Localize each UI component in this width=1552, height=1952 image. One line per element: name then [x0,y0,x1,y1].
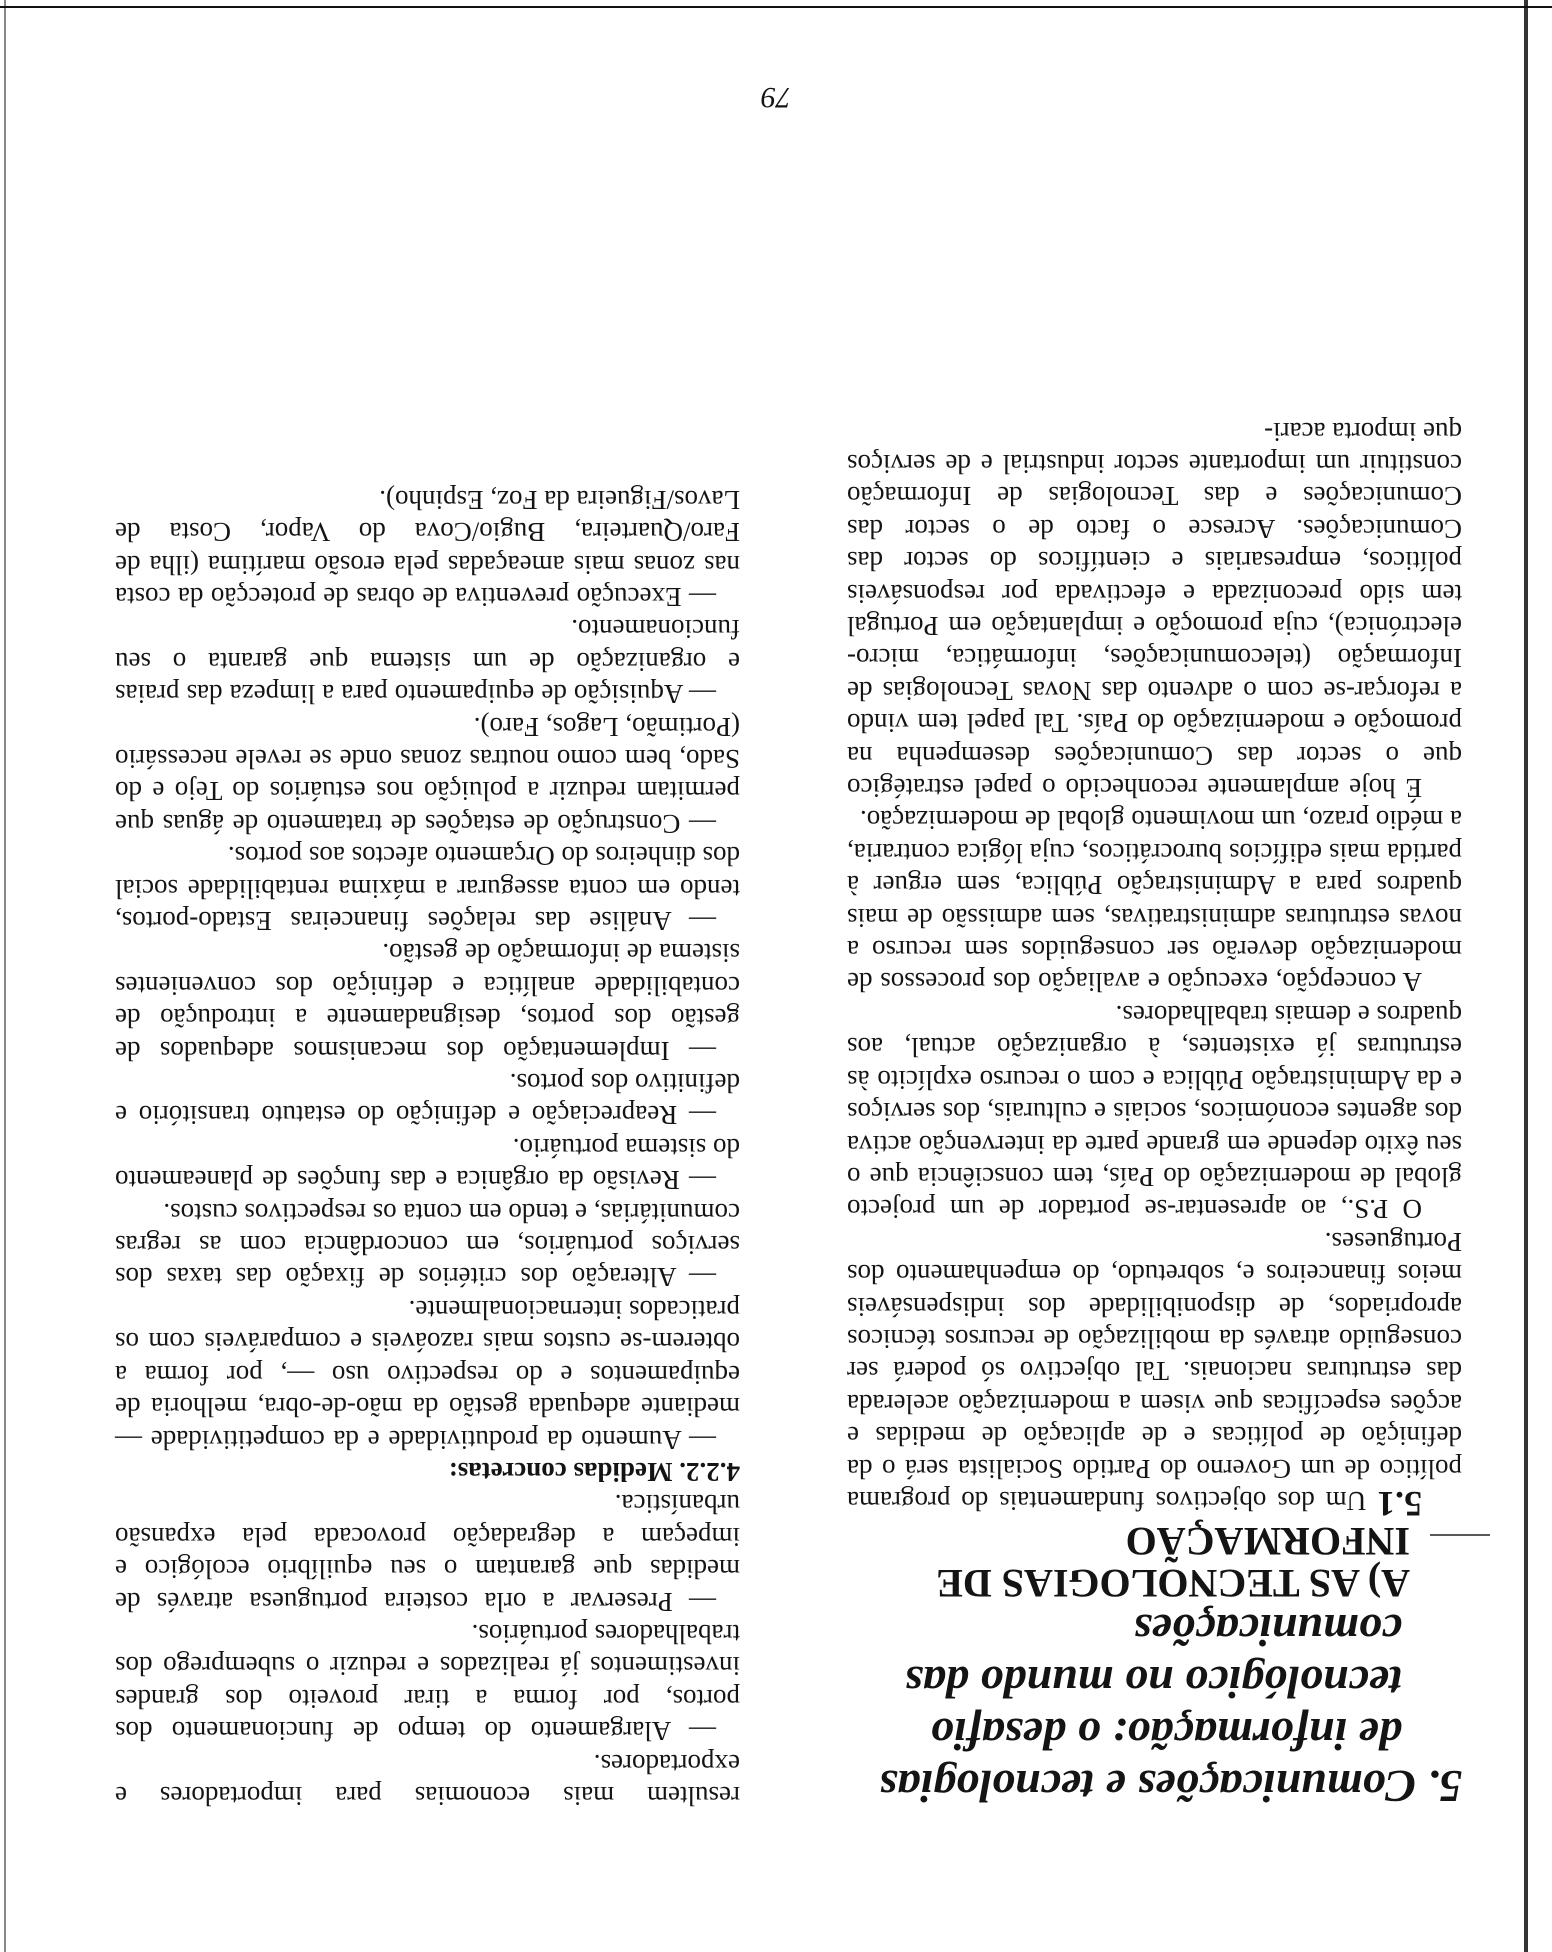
list-item: — Análise das relações financeiras Estado-portos, tendo em conta assegurar a máxima rentabilidade social dos dinheiros do Orçamento afectos aos portos. [115,840,740,937]
paragraph: A concepção, execução e avaliação dos processos de modernização deverão ser conseguidos sem recurso a novas estruturas administrativas, sem admissão de mais quadros para a Administração Pública, sem erguer à partida mais edifícios burocráticos, cuja lógica contraria, a médio prazo, um movimento global de modernização. [847,805,1462,998]
paragraph: O P.S., ao apresentar-se portador de um projecto global de modernização do País, tem consciência que o seu êxito depende em grande parte da intervenção activa dos agentes económicos, sociais e culturais, dos serviços e da Administração Pública e com o recurso explícito às estruturas já existentes, à organização actual, aos quadros e demais trabalhadores. [847,999,1462,1225]
list-item: — Implementação dos mecanismos adequados de gestão dos portos, designadamente a introdução de contabilidade analítica e definição dos convenientes sistema de informação de gestão. [115,937,740,1067]
scan-mark [1430,1534,1490,1536]
list-item: — Aumento da produtividade e da competitividade — mediante adequada gestão da mão-de-obra, melhoria de equipamentos e do respectivo uso —, por forma a obterem-se custos mais razoáveis e comparáveis com os praticados internacionalmente. [115,1294,740,1456]
list-item: — Preservar a orla costeira portuguesa através de medidas que garantam o seu equilíbrio ecológico e impeçam a degradação provocada pela expansão urbanística. [115,1488,740,1618]
scan-top-edge [0,6,1552,8]
left-column [847,415,1462,1812]
paragraph: É hoje amplamente reconhecido o papel estratégico que o sector das Comunicações desempenha na promoção e modernização do País. Tal papel tem vindo a reforçar-se com o advento das Novas Tecnologias de Informação (telecomunicações, informática, micro-electrónica), cuja promoção e implantação em Portugal tem sido preconizada e efectivada por responsáveis políticos, empresariais e científicos do sector das Comunicações. Acresce o facto de o sector das Comunicações e das Tecnologias de Informação constituir um importante sector industrial e de serviços que importa acari- [847,416,1462,804]
paragraph-number: 5.1 [1377,1484,1422,1524]
list-item: — Aquisição de equipamento para a limpeza das praias e organização de um sistema que garanta o seu funcionamento. [115,613,740,710]
continued-text: resultem mais economias para importadores e exportadores. [115,1748,740,1811]
section-title: 5. Comunicações e tecnologias de informação: o desafio tecnológico no mundo das comunicações [879,1605,1462,1812]
right-column [115,483,740,1812]
subsection-heading: 4.2.2. Medidas concretas: [448,1456,740,1487]
scan-left-edge [4,0,6,1952]
list-item: — Revisão da orgânica e das funções de planeamento do sistema portuário. [115,1131,740,1196]
paragraph: 5.1 Um dos objectivos fundamentais do programa político de um Governo do Partido Socialista será o da definição de políticas e de aplicação de medidas e acções específicas que visem a modernização acelerada das estruturas nacionais. Tal objectivo só poderá ser conseguido através da mobilização de recursos técnicos apropriados, de disponibilidade dos indispensáveis meios financeiros e, sobretudo, do empenhamento dos Portugueses. [847,1226,1462,1524]
list-item: — Alteração dos critérios de fixação das taxas dos serviços portuários, em concordância com as regras comunitárias, e tendo em conta os respectivos custos. [115,1196,740,1293]
list-item: — Construção de estações de tratamento de águas que permitam reduzir a poluição nos estuários do Tejo e do Sado, bem como noutras zonas onde se revele necessário (Portimão, Lagos, Faro). [115,710,740,840]
subsection-title: A) AS TECNOLOGIAS DE INFORMAÇÃO [936,1519,1410,1606]
scan-right-edge [1524,0,1528,1952]
page-number: 79 [761,81,791,114]
list-item: — Reapreciação e definição do estatuto transitório e definitivo dos portos. [115,1067,740,1132]
list-item: — Execução preventiva de obras de protecção da costa nas zonas mais ameaçadas pela erosão marítima (ilha de Faro/Quarteira, Bugio/Cova do Vapor, Costa de Lavos/Figueira da Foz, Espinho). [115,483,740,613]
list-item: — Alargamento do tempo de funcionamento dos portos, por forma a tirar proveito dos grandes investimentos já realizados e reduzir o subemprego dos trabalhadores portuários. [115,1618,740,1748]
